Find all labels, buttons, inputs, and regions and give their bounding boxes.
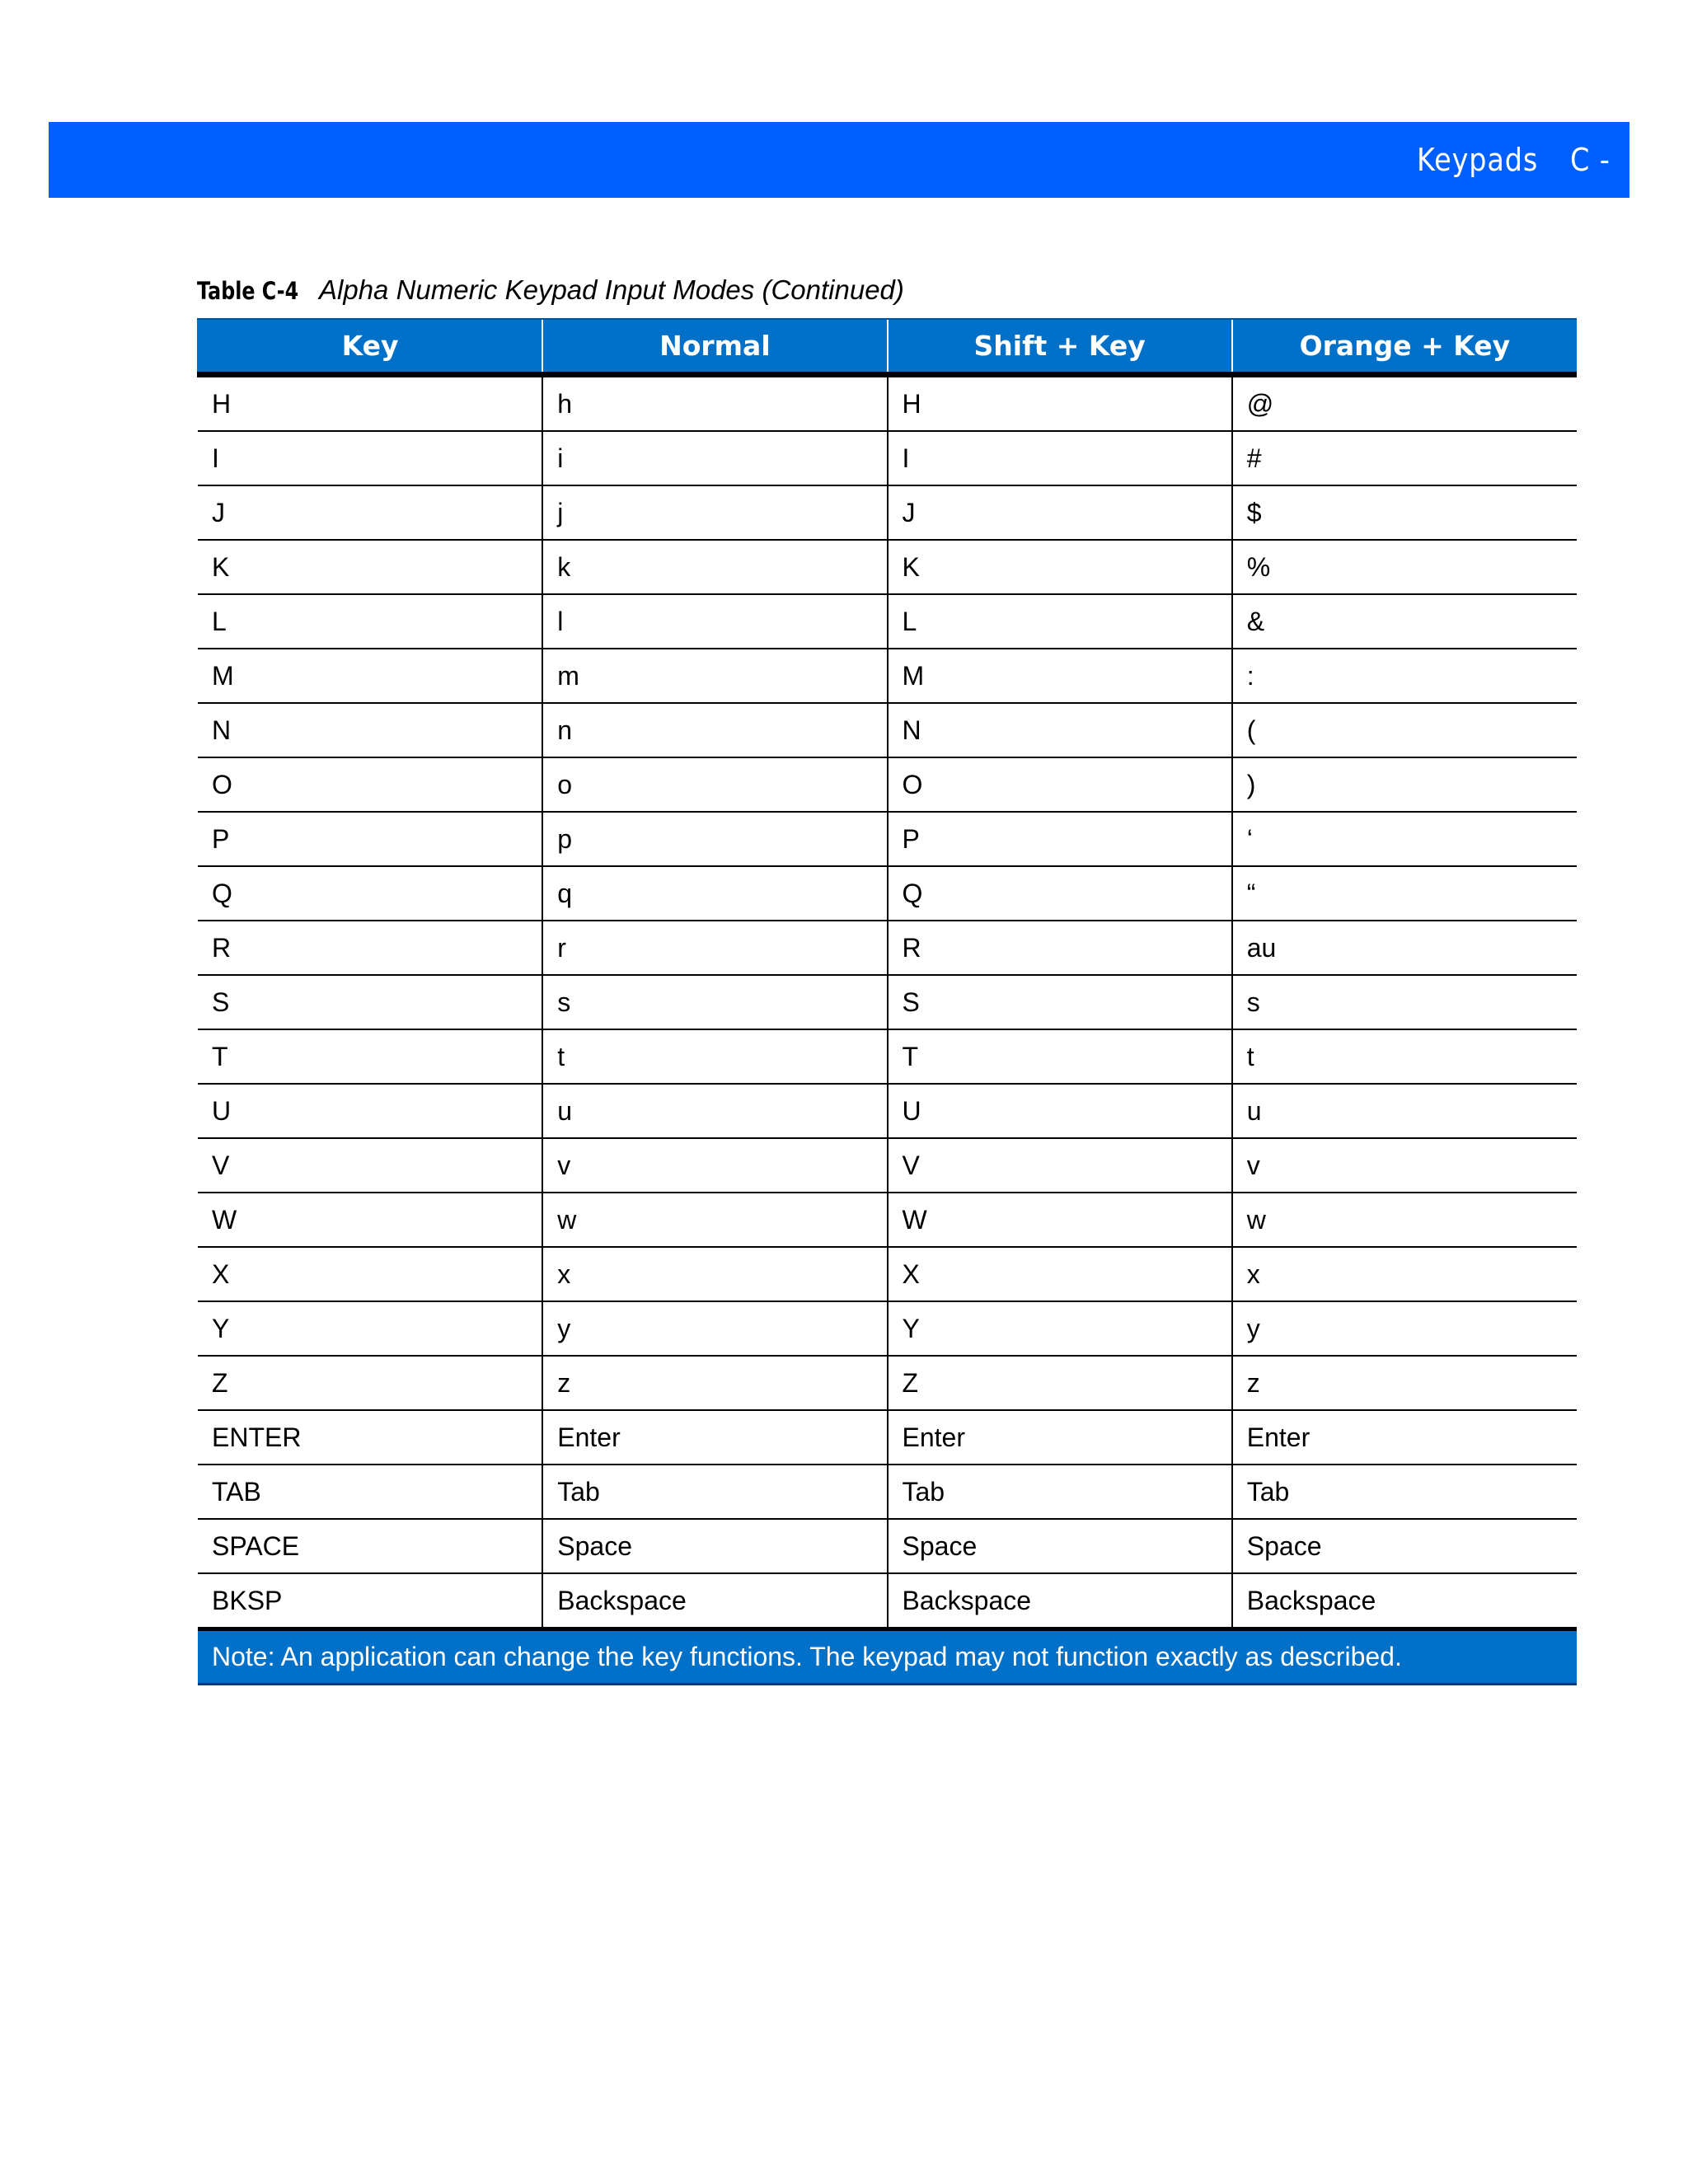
table-row [198, 1573, 1577, 1629]
cell-key: H [198, 375, 542, 432]
table-row [198, 485, 1577, 540]
cell-shift-key: Enter [888, 1410, 1232, 1465]
cell-key: S [198, 975, 542, 1029]
cell-orange-key: s [1232, 975, 1577, 1029]
cell-normal: k [542, 540, 887, 594]
cell-shift-key: T [888, 1029, 1232, 1084]
cell-key: TAB [198, 1465, 542, 1519]
cell-orange-key: % [1232, 540, 1577, 594]
cell-key: V [198, 1138, 542, 1193]
table-note-row [198, 1629, 1577, 1685]
cell-normal: i [542, 431, 887, 485]
table-row [198, 649, 1577, 703]
cell-key: P [198, 812, 542, 866]
cell-normal: h [542, 375, 887, 432]
cell-key: ENTER [198, 1410, 542, 1465]
column-header-shift-key: Shift + Key [888, 319, 1232, 375]
table-row [198, 1519, 1577, 1573]
cell-shift-key: V [888, 1138, 1232, 1193]
cell-shift-key: O [888, 757, 1232, 812]
cell-key: I [198, 431, 542, 485]
cell-normal: s [542, 975, 887, 1029]
cell-shift-key: J [888, 485, 1232, 540]
table-note: Note: An application can change the key functions. The keypad may not function exactly as described. [198, 1629, 1577, 1685]
cell-orange-key: $ [1232, 485, 1577, 540]
cell-normal: n [542, 703, 887, 757]
cell-orange-key: z [1232, 1356, 1577, 1410]
cell-shift-key: K [888, 540, 1232, 594]
cell-orange-key: w [1232, 1193, 1577, 1247]
cell-normal: Tab [542, 1465, 887, 1519]
table-row [198, 431, 1577, 485]
cell-normal: q [542, 866, 887, 921]
table-caption-title: Alpha Numeric Keypad Input Modes (Continued) [319, 274, 904, 305]
cell-shift-key: W [888, 1193, 1232, 1247]
table-row [198, 1356, 1577, 1410]
table-row [198, 594, 1577, 649]
cell-normal: v [542, 1138, 887, 1193]
table-row [198, 703, 1577, 757]
cell-key: N [198, 703, 542, 757]
cell-normal: j [542, 485, 887, 540]
cell-orange-key: “ [1232, 866, 1577, 921]
cell-key: T [198, 1029, 542, 1084]
cell-key: R [198, 921, 542, 975]
table-row [198, 975, 1577, 1029]
table-row [198, 1193, 1577, 1247]
cell-shift-key: Y [888, 1301, 1232, 1356]
page-header-bar [49, 122, 1629, 254]
table-caption-label: Table C-4 [197, 277, 299, 305]
table-row [198, 812, 1577, 866]
table-row [198, 1301, 1577, 1356]
cell-normal: l [542, 594, 887, 649]
cell-key: W [198, 1193, 542, 1247]
cell-normal: p [542, 812, 887, 866]
keypad-modes-table [197, 318, 1577, 1685]
table-row [198, 1138, 1577, 1193]
cell-orange-key: ) [1232, 757, 1577, 812]
cell-orange-key: u [1232, 1084, 1577, 1138]
cell-shift-key: Z [888, 1356, 1232, 1410]
cell-key: Y [198, 1301, 542, 1356]
column-header-key: Key [198, 319, 542, 375]
cell-orange-key: y [1232, 1301, 1577, 1356]
cell-orange-key: : [1232, 649, 1577, 703]
cell-shift-key: Tab [888, 1465, 1232, 1519]
cell-key: K [198, 540, 542, 594]
table-row [198, 1247, 1577, 1301]
cell-shift-key: Q [888, 866, 1232, 921]
cell-orange-key: t [1232, 1029, 1577, 1084]
cell-shift-key: I [888, 431, 1232, 485]
cell-normal: z [542, 1356, 887, 1410]
cell-orange-key: Enter [1232, 1410, 1577, 1465]
cell-orange-key: Tab [1232, 1465, 1577, 1519]
cell-shift-key: M [888, 649, 1232, 703]
header-section-title: Keypads [1417, 142, 1539, 178]
table-row [198, 1084, 1577, 1138]
cell-normal: y [542, 1301, 887, 1356]
cell-key: Q [198, 866, 542, 921]
table-row [198, 1410, 1577, 1465]
cell-key: O [198, 757, 542, 812]
cell-shift-key: X [888, 1247, 1232, 1301]
cell-orange-key: x [1232, 1247, 1577, 1301]
cell-shift-key: S [888, 975, 1232, 1029]
table-body [198, 375, 1577, 1629]
cell-orange-key: v [1232, 1138, 1577, 1193]
cell-normal: m [542, 649, 887, 703]
table-row [198, 921, 1577, 975]
table-row [198, 540, 1577, 594]
table-row [198, 375, 1577, 432]
cell-orange-key: Space [1232, 1519, 1577, 1573]
table-caption [197, 272, 904, 308]
cell-orange-key: ( [1232, 703, 1577, 757]
cell-normal: x [542, 1247, 887, 1301]
cell-normal: Enter [542, 1410, 887, 1465]
cell-normal: Backspace [542, 1573, 887, 1629]
table-row [198, 1465, 1577, 1519]
cell-normal: u [542, 1084, 887, 1138]
table-header-row [198, 319, 1577, 375]
cell-key: L [198, 594, 542, 649]
cell-normal: r [542, 921, 887, 975]
cell-key: X [198, 1247, 542, 1301]
cell-key: BKSP [198, 1573, 542, 1629]
cell-shift-key: H [888, 375, 1232, 432]
cell-normal: o [542, 757, 887, 812]
cell-normal: w [542, 1193, 887, 1247]
cell-orange-key: @ [1232, 375, 1577, 432]
cell-shift-key: Space [888, 1519, 1232, 1573]
table-row [198, 866, 1577, 921]
cell-orange-key: # [1232, 431, 1577, 485]
cell-shift-key: U [888, 1084, 1232, 1138]
cell-shift-key: P [888, 812, 1232, 866]
cell-normal: t [542, 1029, 887, 1084]
cell-normal: Space [542, 1519, 887, 1573]
column-header-orange-key: Orange + Key [1232, 319, 1577, 375]
table-row [198, 757, 1577, 812]
table-row [198, 1029, 1577, 1084]
cell-key: Z [198, 1356, 542, 1410]
column-header-normal: Normal [542, 319, 887, 375]
cell-key: M [198, 649, 542, 703]
cell-orange-key: Backspace [1232, 1573, 1577, 1629]
cell-key: SPACE [198, 1519, 542, 1573]
cell-shift-key: R [888, 921, 1232, 975]
cell-orange-key: ‘ [1232, 812, 1577, 866]
cell-key: J [198, 485, 542, 540]
cell-key: U [198, 1084, 542, 1138]
cell-shift-key: L [888, 594, 1232, 649]
cell-shift-key: N [888, 703, 1232, 757]
header-page-number: C - 9 [1570, 142, 1611, 254]
cell-orange-key: au [1232, 921, 1577, 975]
cell-shift-key: Backspace [888, 1573, 1232, 1629]
cell-orange-key: & [1232, 594, 1577, 649]
